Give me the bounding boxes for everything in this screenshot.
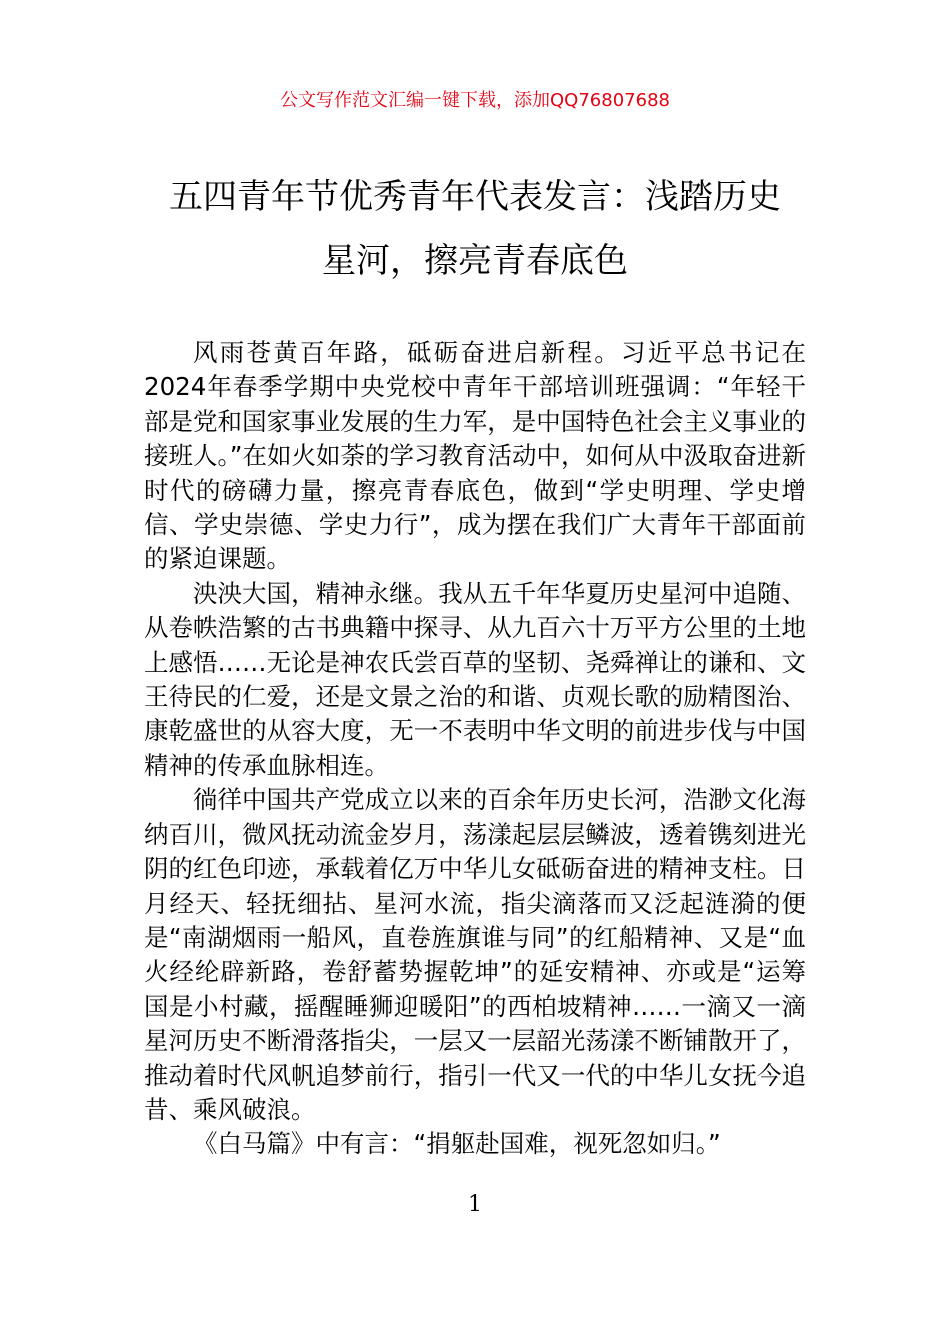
download-notice: 公文写作范文汇编一键下载，添加QQ76807688 bbox=[280, 90, 670, 111]
paragraph-3: 徜徉中国共产党成立以来的百余年历史长河，浩渺文化海纳百川，微风抚动流金岁月，荡漾起层层鳞波，透着镌刻进光阴的红色印迹，承载着亿万中华儿女砥砺奋进的精神支柱。日月经天、轻抚细拈、星河水流，指尖滴落而又泛起涟漪的便是“南湖烟雨一船风，直卷旌旗谁与同”的红船精神、又是“血火经纶辟新路，卷舒蓄势握乾坤”的延安精神、亦或是“运筹国是小村藏，摇醒睡狮迎暖阳”的西柏坡精神……一滴又一滴星河历史不断滑落指尖，一层又一层韶光荡漾不断铺散开了，推动着时代风帆追梦前行，指引一代又一代的中华儿女抚今追昔、乘风破浪。 bbox=[144, 785, 806, 1124]
title-line-2: 星河，擦亮青春底色 bbox=[322, 241, 628, 281]
page-number: 1 bbox=[468, 1192, 482, 1217]
paragraph-2: 泱泱大国，精神永继。我从五千年华夏历史星河中追随、从卷帙浩繁的古书典籍中探寻、从九百六十万平方公里的土地上感悟……无论是神农氏尝百草的坚韧、尧舜禅让的谦和、文王待民的仁爱，还是文景之治的和谐、贞观长歌的励精图治、康乾盛世的从容大度，无一不表明中华文明的前进步伐与中国精神的传承血脉相连。 bbox=[144, 578, 806, 780]
paragraph-1: 风雨苍黄百年路，砥砺奋进启新程。习近平总书记在2024年春季学期中央党校中青年干部培训班强调：“年轻干部是党和国家事业发展的生力军，是中国特色社会主义事业的接班人。”在如火如荼的学习教育活动中，如何从中汲取奋进新时代的磅礴力量，擦亮青春底色，做到“学史明理、学史增信、学史崇德、学史力行”，成为摆在我们广大青年干部面前的紧迫课题。 bbox=[144, 338, 806, 574]
document-body bbox=[144, 336, 806, 1162]
document-title bbox=[130, 165, 820, 293]
paragraph-4: 《白马篇》中有言：“捐躯赴国难，视死忽如归。” bbox=[193, 1129, 721, 1159]
title-line-1: 五四青年节优秀青年代表发言：浅踏历史 bbox=[169, 177, 781, 217]
